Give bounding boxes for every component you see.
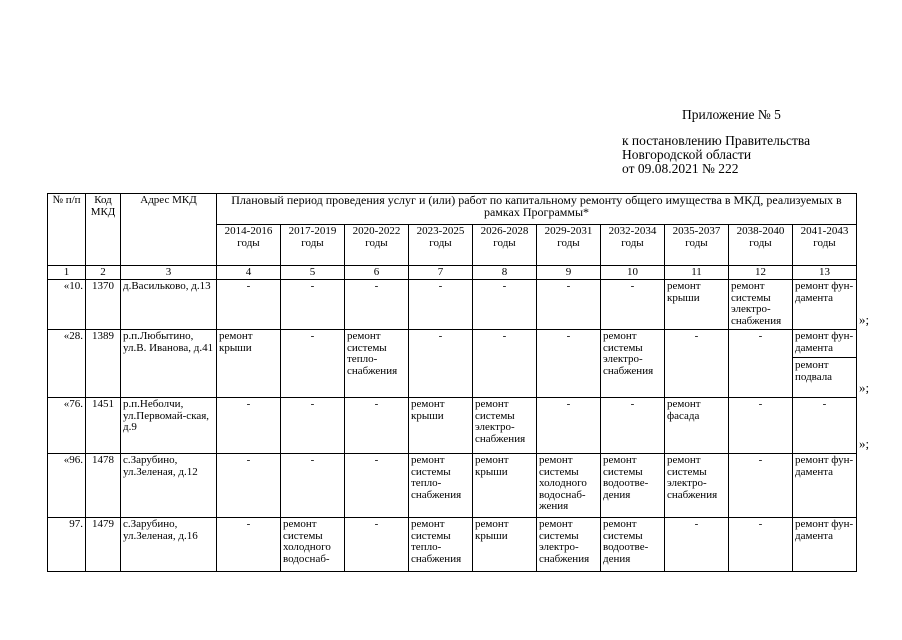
appendix-ref-line: к постановлению Правительства: [622, 133, 811, 148]
work-cell: [537, 280, 601, 330]
period-header: 2032-2034 годы: [601, 225, 665, 266]
work-cell: [345, 330, 409, 398]
period-header: 2023-2025 годы: [409, 225, 473, 266]
work-cell: [281, 454, 345, 518]
column-number: 10: [601, 266, 665, 280]
work-text: ремонт системы электро-снабжения: [731, 280, 782, 327]
work-cell: [345, 398, 409, 454]
work-text: ремонт крыши: [667, 280, 701, 304]
column-number: 5: [281, 266, 345, 280]
work-cell: [409, 330, 473, 398]
row-number: «96.: [48, 454, 86, 518]
mkd-address: с.Зарубино, ул.Зеленая, д.12: [121, 454, 217, 518]
work-text: -: [502, 330, 507, 342]
work-text: -: [758, 518, 763, 530]
row-number: «76.: [48, 398, 86, 454]
work-text: -: [566, 398, 571, 410]
capital-repair-table: [47, 193, 857, 572]
work-cell: [281, 518, 345, 572]
work-text: -: [374, 454, 379, 466]
table-row: [48, 454, 857, 518]
work-text: -: [758, 454, 763, 466]
work-cell: [793, 280, 857, 330]
mkd-address: с.Зарубино, ул.Зеленая, д.16: [121, 518, 217, 572]
period-header: 2026-2028 годы: [473, 225, 537, 266]
work-cell: [793, 398, 857, 454]
column-number: 3: [121, 266, 217, 280]
work-cell: [601, 518, 665, 572]
work-cell: [665, 518, 729, 572]
work-text: -: [758, 398, 763, 410]
mkd-code: 1478: [86, 454, 121, 518]
mkd-code: 1451: [86, 398, 121, 454]
table-row: [48, 280, 857, 330]
column-number: 2: [86, 266, 121, 280]
work-text: ремонт крыши: [475, 518, 509, 542]
work-text: -: [566, 280, 571, 292]
work-text: ремонт фун-дамента: [795, 330, 854, 354]
work-cell: [729, 454, 793, 518]
work-text: ремонт системы тепло-снабжения: [411, 454, 462, 501]
work-cell: [345, 454, 409, 518]
work-text: -: [630, 280, 635, 292]
work-text: -: [758, 330, 763, 342]
work-text: -: [694, 330, 699, 342]
work-cell: [473, 398, 537, 454]
column-number: 6: [345, 266, 409, 280]
column-number: 1: [48, 266, 86, 280]
work-cell: [281, 280, 345, 330]
period-header: 2038-2040 годы: [729, 225, 793, 266]
row-number: «28.: [48, 330, 86, 398]
work-cell: [793, 330, 857, 398]
work-text: ремонт системы тепло-снабжения: [411, 518, 462, 565]
work-cell: [537, 330, 601, 398]
work-text: ремонт системы электро-снабжения: [603, 330, 654, 377]
work-text: ремонт системы тепло-снабжения: [347, 330, 398, 377]
work-cell: [537, 398, 601, 454]
work-text: ремонт крыши: [219, 330, 253, 354]
column-number: 13: [793, 266, 857, 280]
work-text: ремонт системы водоотве-дения: [603, 454, 649, 501]
column-number: 7: [409, 266, 473, 280]
work-cell: [537, 518, 601, 572]
work-cell: [217, 518, 281, 572]
work-text-extra: ремонт подвала: [793, 357, 856, 383]
column-number: 8: [473, 266, 537, 280]
col-header-address: Адрес МКД: [121, 194, 217, 266]
table-body: [48, 280, 857, 572]
work-text: ремонт фун-дамента: [795, 280, 854, 304]
row-number: 97.: [48, 518, 86, 572]
work-text: ремонт системы электро-снабжения: [539, 518, 590, 565]
work-text: ремонт системы водоотве-дения: [603, 518, 649, 565]
work-cell: [665, 454, 729, 518]
work-text: ремонт фун-дамента: [795, 454, 854, 478]
work-cell: [601, 330, 665, 398]
work-text: -: [246, 518, 251, 530]
appendix-ref-line: Новгородской области: [622, 147, 752, 162]
work-text: -: [566, 330, 571, 342]
work-cell: [345, 280, 409, 330]
work-text: ремонт фасада: [667, 398, 701, 422]
period-header: 2041-2043 годы: [793, 225, 857, 266]
work-text: -: [246, 454, 251, 466]
work-cell: [729, 398, 793, 454]
work-text: ремонт крыши: [475, 454, 509, 478]
column-number: 4: [217, 266, 281, 280]
work-cell: [729, 330, 793, 398]
work-cell: [793, 454, 857, 518]
work-text: -: [374, 280, 379, 292]
work-cell: [665, 330, 729, 398]
work-cell: [601, 280, 665, 330]
work-text: ремонт системы электро-снабжения: [475, 398, 526, 445]
work-text: -: [246, 280, 251, 292]
period-header: 2014-2016 годы: [217, 225, 281, 266]
work-cell: [793, 518, 857, 572]
col-header-num: № п/п: [48, 194, 86, 266]
work-text: -: [310, 280, 315, 292]
work-text: -: [694, 518, 699, 530]
work-cell: [345, 518, 409, 572]
work-cell: [473, 518, 537, 572]
work-cell: [473, 280, 537, 330]
appendix-title: Приложение № 5: [682, 107, 781, 122]
row-closing-quote: »;: [859, 379, 870, 395]
mkd-code: 1389: [86, 330, 121, 398]
work-cell: [409, 454, 473, 518]
row-closing-quote: »;: [859, 435, 870, 451]
mkd-code: 1479: [86, 518, 121, 572]
work-text: -: [374, 518, 379, 530]
work-cell: [217, 280, 281, 330]
table-row: [48, 518, 857, 572]
work-text: -: [374, 398, 379, 410]
work-text: -: [310, 454, 315, 466]
work-cell: [729, 518, 793, 572]
work-cell: [729, 280, 793, 330]
column-number-row: [48, 266, 857, 280]
work-text: ремонт системы холодного водоснаб-: [283, 518, 331, 565]
mkd-address: р.п.Любытино, ул.В. Иванова, д.41: [121, 330, 217, 398]
work-cell: [473, 330, 537, 398]
period-header: 2020-2022 годы: [345, 225, 409, 266]
work-text: -: [502, 280, 507, 292]
work-cell: [281, 398, 345, 454]
work-text: -: [310, 398, 315, 410]
row-closing-quote: »;: [859, 311, 870, 327]
appendix-ref-line: от 09.08.2021 № 222: [622, 161, 739, 176]
work-cell: [217, 398, 281, 454]
work-cell: [409, 518, 473, 572]
work-text: -: [438, 330, 443, 342]
work-text: ремонт системы электро-снабжения: [667, 454, 718, 501]
table-row: [48, 330, 857, 398]
col-header-code: Код МКД: [86, 194, 121, 266]
work-text: ремонт крыши: [411, 398, 445, 422]
work-cell: [409, 280, 473, 330]
work-cell: [665, 398, 729, 454]
column-number: 9: [537, 266, 601, 280]
work-text: -: [310, 330, 315, 342]
work-text: -: [630, 398, 635, 410]
work-cell: [409, 398, 473, 454]
work-text: -: [822, 398, 827, 410]
work-cell: [473, 454, 537, 518]
work-cell: [281, 330, 345, 398]
column-number: 11: [665, 266, 729, 280]
work-cell: [537, 454, 601, 518]
period-header: 2029-2031 годы: [537, 225, 601, 266]
work-cell: [665, 280, 729, 330]
col-header-planned-period: Плановый период проведения услуг и (или) работ по капитальному ремонту общего имущества в МКД, реализуемых в рамках Программы*: [217, 194, 857, 225]
table-row: [48, 398, 857, 454]
column-number: 12: [729, 266, 793, 280]
work-text: -: [438, 280, 443, 292]
period-header: 2035-2037 годы: [665, 225, 729, 266]
mkd-code: 1370: [86, 280, 121, 330]
appendix-header: [622, 108, 892, 176]
work-cell: [217, 454, 281, 518]
row-number: «10.: [48, 280, 86, 330]
mkd-address: р.п.Неболчи, ул.Первомай-ская, д.9: [121, 398, 217, 454]
work-cell: [601, 398, 665, 454]
work-text: ремонт системы холодного водоснаб-жения: [539, 454, 587, 512]
work-cell: [217, 330, 281, 398]
work-text: ремонт фун-дамента: [795, 518, 854, 542]
mkd-address: д.Васильково, д.13: [121, 280, 217, 330]
period-header: 2017-2019 годы: [281, 225, 345, 266]
work-cell: [601, 454, 665, 518]
work-text: -: [246, 398, 251, 410]
